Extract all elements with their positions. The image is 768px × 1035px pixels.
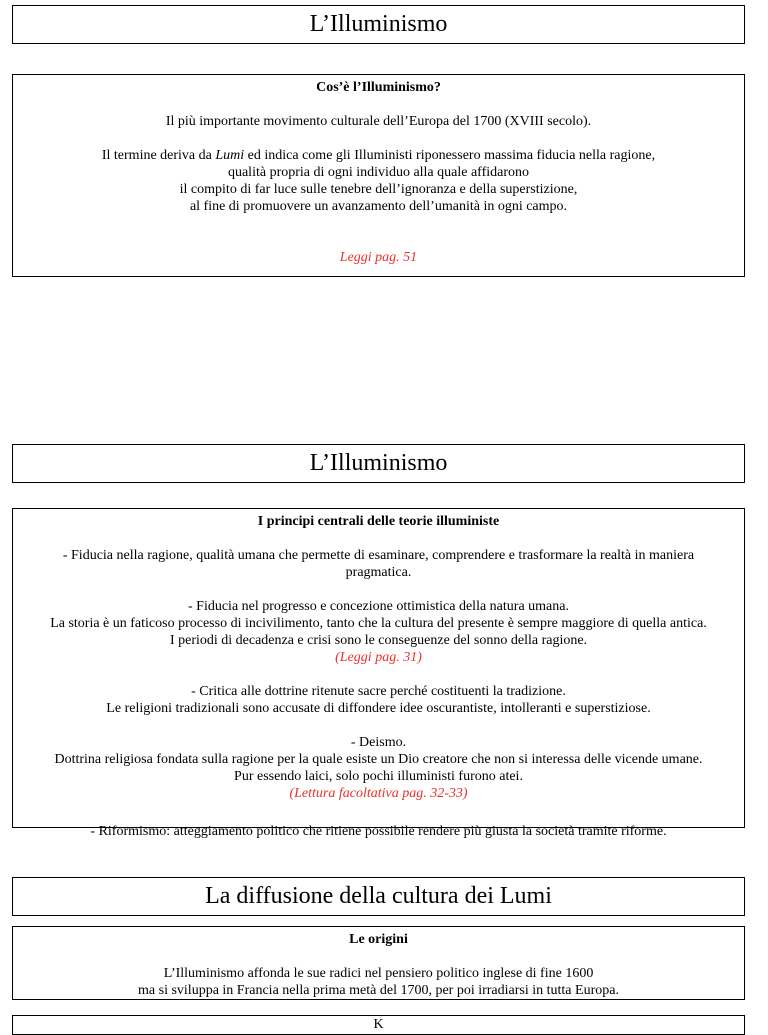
slide2-b2-read-link[interactable]: (Leggi pag. 31) — [335, 650, 422, 665]
slide1-p2-em: Lumi — [215, 148, 245, 163]
slide1-p2-line4: al fine di promuovere un avanzamento dell’umanità in ogni campo. — [189, 199, 568, 214]
slide3-title: La diffusione della cultura dei Lumi — [205, 883, 552, 909]
slide2-b4-line2: Dottrina religiosa fondata sulla ragione per la quale esiste un Dio creatore che non si interessa delle vicende umane. — [54, 752, 703, 767]
slide1-title: L’Illuminismo — [309, 11, 448, 37]
slide2-b4-line3: Pur essendo laici, solo pochi illuministi furono atei. — [234, 769, 523, 784]
slide2-b3-line1: - Critica alle dottrine ritenute sacre perché costituenti la tradizione. — [191, 684, 566, 699]
slide1-heading: Cos’è l’Illuminismo? — [316, 80, 441, 95]
slide3-line1: L’Illuminismo affonda le sue radici nel pensiero politico inglese di fine 1600 — [163, 966, 594, 981]
slide2-b1-line1: - Fiducia nella ragione, qualità umana che permette di esaminare, comprendere e trasformare la realtà in maniera — [62, 548, 695, 563]
slide1-read-link[interactable]: Leggi pag. 51 — [339, 250, 418, 265]
slide1-p1: Il più importante movimento culturale dell’Europa del 1700 (XVIII secolo). — [165, 114, 592, 129]
slide2-b4-read-link[interactable]: (Lettura facoltativa pag. 32-33) — [289, 786, 468, 801]
slide1-p2-line1 — [21, 147, 736, 164]
slide2-b2-line2: La storia è un faticoso processo di incivilimento, tanto che la cultura del presente è sempre maggiore di quella antica. — [50, 616, 707, 631]
slide3-content-box — [12, 926, 745, 1000]
slide2-heading: I principi centrali delle teorie illuministe — [257, 514, 500, 529]
slide3-line2: ma si sviluppa in Francia nella prima metà del 1700, per poi irradiarsi in tutta Europa. — [138, 983, 619, 998]
slide1-p2-post: ed indica come gli Illuministi riponessero massima fiducia nella ragione, — [244, 148, 656, 163]
slide1-content-box — [12, 74, 745, 277]
slide2-title: L’Illuminismo — [309, 450, 448, 476]
slide1-title-box — [12, 5, 745, 44]
slide2-b2-line3: I periodi di decadenza e crisi sono le conseguenze del sonno della ragione. — [169, 633, 588, 648]
slide3-heading: Le origini — [349, 932, 408, 947]
slide2-overflow-line: - Riformismo: atteggiamento politico che ritiene possibile rendere più giusta la società tramite riforme. — [90, 824, 667, 839]
slide1-p2-line3: il compito di far luce sulle tenebre dell’ignoranza e della superstizione, — [179, 182, 578, 197]
slide4-partial-text: K — [373, 1017, 384, 1032]
slide4-partial-box — [12, 1015, 745, 1035]
slide1-p2-line2: qualità propria di ogni individuo alla quale affidarono — [227, 165, 530, 180]
slide2-b3-line2: Le religioni tradizionali sono accusate di diffondere idee oscurantiste, intolleranti e superstiziose. — [106, 701, 651, 716]
slide2-b2-line1: - Fiducia nel progresso e concezione ottimistica della natura umana. — [188, 599, 569, 614]
slide2-title-box — [12, 444, 745, 483]
slide1-p2-pre: Il termine deriva da — [101, 148, 216, 163]
slide2-b1-line2: pragmatica. — [345, 565, 412, 580]
slide2-b4-line1: - Deismo. — [350, 735, 407, 750]
slide2-content-box — [12, 508, 745, 828]
slide3-title-box — [12, 877, 745, 916]
